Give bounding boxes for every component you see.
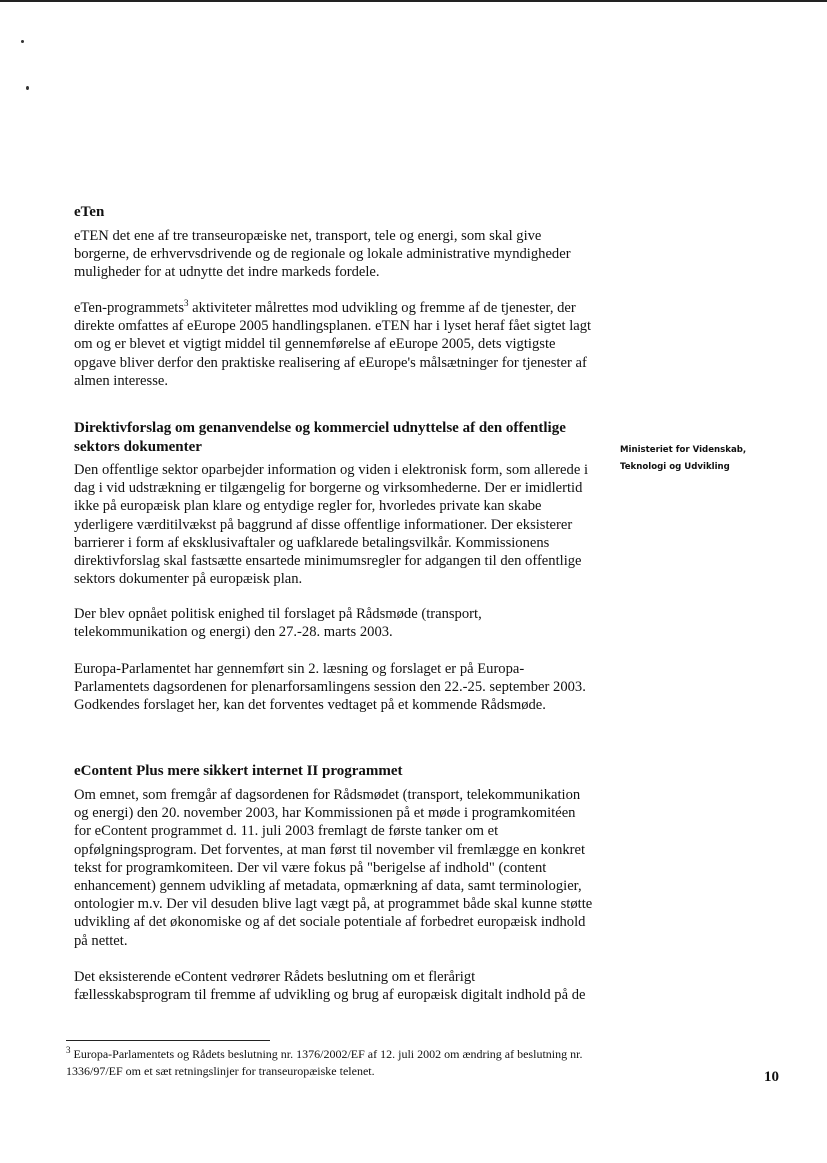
footnote-reference: 3 (184, 298, 189, 309)
scan-speck (21, 40, 24, 43)
directive-para-2-text: Der blev opnået politisk enighed til forslaget på Rådsmøde (transport, telekommunikation og energi) den 27.-28. marts 2003. (74, 606, 482, 641)
econtent-paragraph-2 (74, 968, 594, 1004)
heading-econtent: eContent Plus mere sikkert internet II programmet (74, 763, 403, 780)
econtent-para-2-text: Det eksisterende eContent vedrører Rådets beslutning om et flerårigt fællesskabsprogram til fremme af udvikling og brug af europæisk digitalt indhold på de (74, 969, 586, 1004)
footnote-separator (66, 1040, 270, 1041)
heading-directive: Direktivforslag om genanvendelse og kommerciel udnyttelse af den offentlige sektors dokumenter (74, 420, 566, 455)
footnote (66, 1046, 586, 1080)
eten-para-2-lead: eTen-programmets (74, 300, 185, 316)
eten-paragraph-1 (74, 227, 594, 282)
directive-para-1-text: Den offentlige sektor oparbejder information og viden i elektronisk form, som allerede i dag i vid udstrækning er tilgængelig for borgerne og virksomhederne. Der er imidlertid ikke på europæisk plan klare og entydige regler for, hvorledes private kan skabe yderligere værditilvækst på baggrund af disse offentlige informationer. Der eksisterer barrierer i form af eksklusivaftaler og uafklarede betalingsvilkår. Kommissionens direktivforslag skal fastsætte ensartede minimumsregler for adgangen til den offentlige sektors dokumenter på europæisk plan. (74, 462, 589, 588)
scan-speck (26, 86, 29, 90)
econtent-paragraph-1 (74, 786, 594, 950)
eten-paragraph-2 (74, 299, 594, 390)
directive-paragraph-3 (74, 660, 594, 715)
ministry-side-note (620, 442, 810, 476)
heading-eten: eTen (74, 204, 105, 221)
econtent-para-1-text: Om emnet, som fremgår af dagsordenen for Rådsmødet (transport, telekommunikation og energi) den 20. november 2003, har Kommissionen på et møde i programkomitéen for eContent programmet d. 11. juli 2003 fremlagt de første tanker om et opfølgningsprogram. Det forventes, at man først til november vil fremlægge en konkret tekst for programkomiteen. Der vil være fokus på "berigelse af indhold" (content enhancement) gennem udvikling af metadata, opmærkning af data, samt terminologier, ontologier m.v. Der vil desuden blive lagt vægt på, at programmet både skal kunne støtte udvikling af det økonomiske og af det sociale potentiale af forbedret europæisk indhold på nettet. (74, 787, 593, 949)
ministry-line-1: Ministeriet for Videnskab, (620, 445, 747, 455)
top-edge-rule (0, 0, 827, 2)
page-number: 10 (764, 1069, 779, 1085)
eten-para-2-text (74, 299, 594, 390)
footnote-text: Europa-Parlamentets og Rådets beslutning nr. 1376/2002/EF af 12. juli 2002 om ændring af beslutning nr. 1336/97/EF om et sæt retningslinjer for transeuropæiske telenet. (66, 1047, 583, 1078)
eten-para-2-rest: aktiviteter målrettes mod udvikling og fremme af de tjenester, der direkte omfattes af eEurope 2005 handlingsplanen. eTEN har i lyset heraf fået sigtet lagt om og er blevet et vigtigt middel til gennemførelse af eEurope 2005, dets vigtigste opgave bliver derfor den praktiske realisering af eEurope's målsætninger for tjenester af almen interesse. (74, 300, 592, 389)
eten-para-1-text: eTEN det ene af tre transeuropæiske net, transport, tele og energi, som skal give borgerne, de erhvervsdrivende og de regionale og lokale administrative myndigheder muligheder for at udnytte det indre markeds fordele. (74, 228, 571, 281)
directive-paragraph-2 (74, 605, 594, 641)
ministry-line-2: Teknologi og Udvikling (620, 462, 730, 472)
footnote-number: 3 (66, 1045, 71, 1055)
directive-para-3-text: Europa-Parlamentet har gennemført sin 2. læsning og forslaget er på Europa-Parlamentets dagsordenen for plenarforsamlingens session den 22.-25. september 2003. Godkendes forslaget her, kan det forventes vedtaget på et kommende Rådsmøde. (74, 661, 586, 714)
directive-paragraph-1 (74, 461, 594, 588)
